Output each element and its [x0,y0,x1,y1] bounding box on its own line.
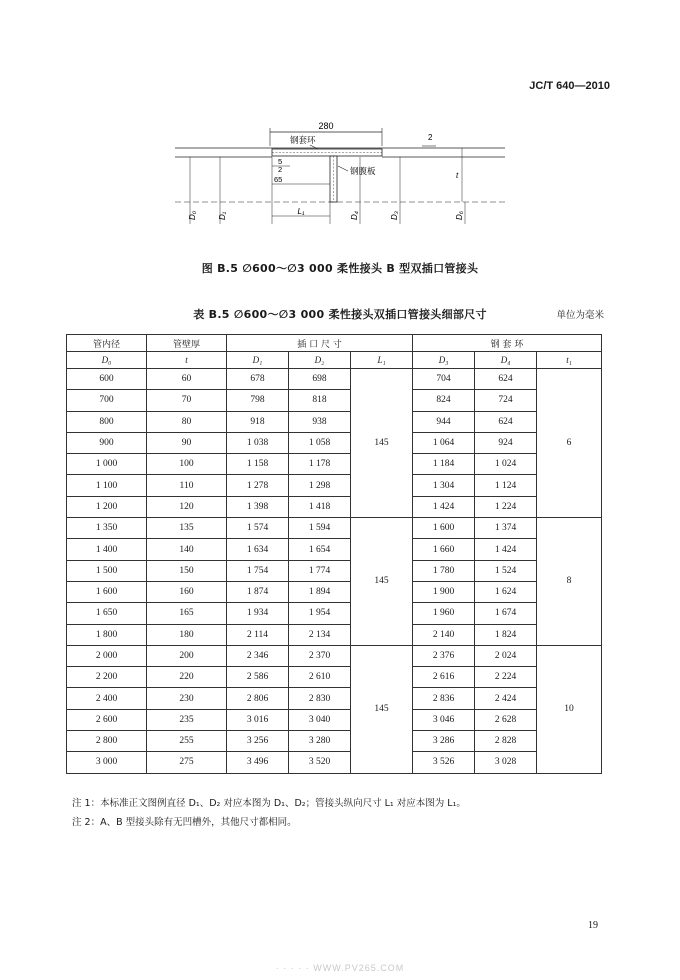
cell-d0: 1 500 [67,560,147,581]
cell-d2: 938 [289,411,351,432]
header-t: t [147,352,227,369]
cell-d4: 1 824 [475,624,537,645]
dim-65: 65 [274,175,283,184]
joint-diagram [160,112,520,232]
cell-d3: 704 [413,369,475,390]
cell-t1: 6 [537,369,602,518]
header-l1: L₁ [351,352,413,369]
cell-d0: 2 400 [67,688,147,709]
cell-d3: 2 140 [413,624,475,645]
cell-t: 200 [147,645,227,666]
notes [72,794,466,832]
header-wall: 管壁厚 [147,335,227,352]
cell-d4: 924 [475,432,537,453]
cell-d3: 1 304 [413,475,475,496]
dim-2: 2 [278,165,283,174]
cell-d2: 3 520 [289,752,351,773]
cell-l1: 145 [351,369,413,518]
cell-t: 180 [147,624,227,645]
cell-d0: 1 600 [67,581,147,602]
cell-d3: 1 780 [413,560,475,581]
cell-d3: 1 960 [413,603,475,624]
cell-t: 165 [147,603,227,624]
header-t1: t₁ [537,352,602,369]
cell-d3: 1 900 [413,581,475,602]
table-row [67,411,602,432]
table-row [67,454,602,475]
cell-d0: 1 000 [67,454,147,475]
cell-d3: 824 [413,390,475,411]
cell-d4: 1 374 [475,518,537,539]
cell-t: 160 [147,581,227,602]
cell-d0: 2 600 [67,709,147,730]
dim-d4: D₄ [350,211,359,220]
cell-t: 90 [147,432,227,453]
cell-d2: 698 [289,369,351,390]
cell-d4: 1 124 [475,475,537,496]
table-row [67,475,602,496]
dim-d3: D₃ [390,211,399,220]
steel-ring-band [272,149,382,156]
table-row [67,518,602,539]
table-body [67,369,602,774]
label-steel-web: 钢腹板 [350,166,376,176]
cell-d3: 944 [413,411,475,432]
cell-d4: 2 628 [475,709,537,730]
cell-d0: 1 350 [67,518,147,539]
cell-t1: 8 [537,518,602,646]
dim-5: 5 [278,157,283,166]
table-row [67,688,602,709]
cell-d2: 3 040 [289,709,351,730]
cell-d4: 1 424 [475,539,537,560]
cell-d1: 1 038 [227,432,289,453]
cell-t: 100 [147,454,227,475]
cell-t: 140 [147,539,227,560]
cell-d4: 624 [475,369,537,390]
cell-d3: 1 660 [413,539,475,560]
cell-d0: 1 650 [67,603,147,624]
cell-d3: 3 526 [413,752,475,773]
table-row [67,731,602,752]
cell-d1: 3 016 [227,709,289,730]
cell-l1: 145 [351,518,413,646]
cell-d4: 1 624 [475,581,537,602]
cell-d2: 1 298 [289,475,351,496]
table-row [67,539,602,560]
cell-d4: 2 828 [475,731,537,752]
cell-t1: 10 [537,645,602,773]
cell-d2: 1 954 [289,603,351,624]
cell-d3: 2 836 [413,688,475,709]
cell-t: 220 [147,667,227,688]
cell-t: 255 [147,731,227,752]
cell-d0: 3 000 [67,752,147,773]
cell-t: 150 [147,560,227,581]
table-row [67,645,602,666]
dim-d0: D₀ [188,210,197,220]
cell-d2: 2 610 [289,667,351,688]
cell-d2: 1 594 [289,518,351,539]
table-row [67,624,602,645]
cell-d0: 700 [67,390,147,411]
header-d2: D₂ [289,352,351,369]
cell-d0: 1 200 [67,496,147,517]
cell-d2: 1 654 [289,539,351,560]
header-steel-ring: 钢 套 环 [413,335,602,352]
cell-t: 235 [147,709,227,730]
cell-d4: 2 424 [475,688,537,709]
cell-t: 80 [147,411,227,432]
unit-note: 单位为毫米 [556,310,604,321]
cell-d2: 1 058 [289,432,351,453]
cell-d0: 2 800 [67,731,147,752]
page-number: 19 [588,920,598,931]
cell-d3: 1 184 [413,454,475,475]
cell-d0: 900 [67,432,147,453]
cell-t: 230 [147,688,227,709]
cell-t: 135 [147,518,227,539]
table-row [67,581,602,602]
cell-d4: 2 024 [475,645,537,666]
dim-280: 280 [318,121,334,131]
table-row [67,752,602,773]
table-row [67,667,602,688]
cell-d3: 1 600 [413,518,475,539]
table-row [67,390,602,411]
header-d0: D₀ [67,352,147,369]
cell-d3: 1 424 [413,496,475,517]
cell-d1: 2 114 [227,624,289,645]
cell-t: 120 [147,496,227,517]
cell-d1: 3 256 [227,731,289,752]
cell-d1: 1 158 [227,454,289,475]
cell-d3: 3 286 [413,731,475,752]
cell-d0: 2 000 [67,645,147,666]
cell-d1: 798 [227,390,289,411]
dim-t: t [456,171,459,180]
cell-d2: 1 178 [289,454,351,475]
table-row [67,560,602,581]
cell-d2: 3 280 [289,731,351,752]
dim-l1: L₁ [297,207,305,216]
cell-d2: 2 830 [289,688,351,709]
cell-d1: 678 [227,369,289,390]
header-d4: D₄ [475,352,537,369]
label-steel-ring: 钢套环 [290,135,316,145]
cell-d2: 1 418 [289,496,351,517]
cell-d4: 2 224 [475,667,537,688]
cell-d1: 2 346 [227,645,289,666]
header-d1: D₁ [227,352,289,369]
cell-d2: 2 370 [289,645,351,666]
cell-t: 60 [147,369,227,390]
cell-d1: 918 [227,411,289,432]
cell-d1: 1 574 [227,518,289,539]
cell-d2: 818 [289,390,351,411]
cell-d0: 800 [67,411,147,432]
dim-d1: D₁ [218,211,227,220]
cell-d0: 1 800 [67,624,147,645]
header-pipe-id: 管内径 [67,335,147,352]
standard-code: JC/T 640—2010 [529,80,610,92]
dim-2-right: 2 [428,133,433,142]
cell-d1: 1 934 [227,603,289,624]
cell-d4: 1 674 [475,603,537,624]
table-row [67,603,602,624]
cell-t: 110 [147,475,227,496]
cell-d0: 1 100 [67,475,147,496]
cell-d1: 1 634 [227,539,289,560]
watermark: · · · · · WWW.PV265.COM [275,963,405,973]
cell-d0: 2 200 [67,667,147,688]
table-row [67,369,602,390]
cell-d3: 2 376 [413,645,475,666]
cell-d4: 1 524 [475,560,537,581]
cell-t: 70 [147,390,227,411]
dim-d6: D₆ [455,211,464,220]
cell-d4: 1 224 [475,496,537,517]
dimensions-table [66,334,602,774]
figure-caption: 图 B.5 ∅600～∅3 000 柔性接头 B 型双插口管接头 [201,262,479,275]
cell-d3: 1 064 [413,432,475,453]
cell-d2: 1 894 [289,581,351,602]
table-row [67,432,602,453]
note-2: 注 2：A、B 型接头除有无凹槽外，其他尺寸都相同。 [72,817,297,828]
cell-d1: 1 278 [227,475,289,496]
cell-d4: 624 [475,411,537,432]
cell-l1: 145 [351,645,413,773]
cell-d3: 3 046 [413,709,475,730]
cell-d1: 1 754 [227,560,289,581]
cell-d1: 3 496 [227,752,289,773]
cell-d4: 3 028 [475,752,537,773]
cell-d1: 1 398 [227,496,289,517]
table-row [67,709,602,730]
cell-t: 275 [147,752,227,773]
cell-d2: 1 774 [289,560,351,581]
cell-d4: 724 [475,390,537,411]
table-caption: 表 B.5 ∅600～∅3 000 柔性接头双插口管接头细部尺寸 [193,308,487,321]
cell-d1: 1 874 [227,581,289,602]
note-1: 注 1：本标准正文图例直径 D₁、D₂ 对应本图为 D₁、D₂；管接头纵向尺寸 L₁ 对应本图为 L₁。 [72,798,466,809]
cell-d1: 2 586 [227,667,289,688]
header-d3: D₃ [413,352,475,369]
cell-d4: 1 024 [475,454,537,475]
table-row [67,496,602,517]
cell-d0: 1 400 [67,539,147,560]
cell-d1: 2 806 [227,688,289,709]
cell-d2: 2 134 [289,624,351,645]
header-spigot: 插 口 尺 寸 [227,335,413,352]
cell-d0: 600 [67,369,147,390]
cell-d3: 2 616 [413,667,475,688]
